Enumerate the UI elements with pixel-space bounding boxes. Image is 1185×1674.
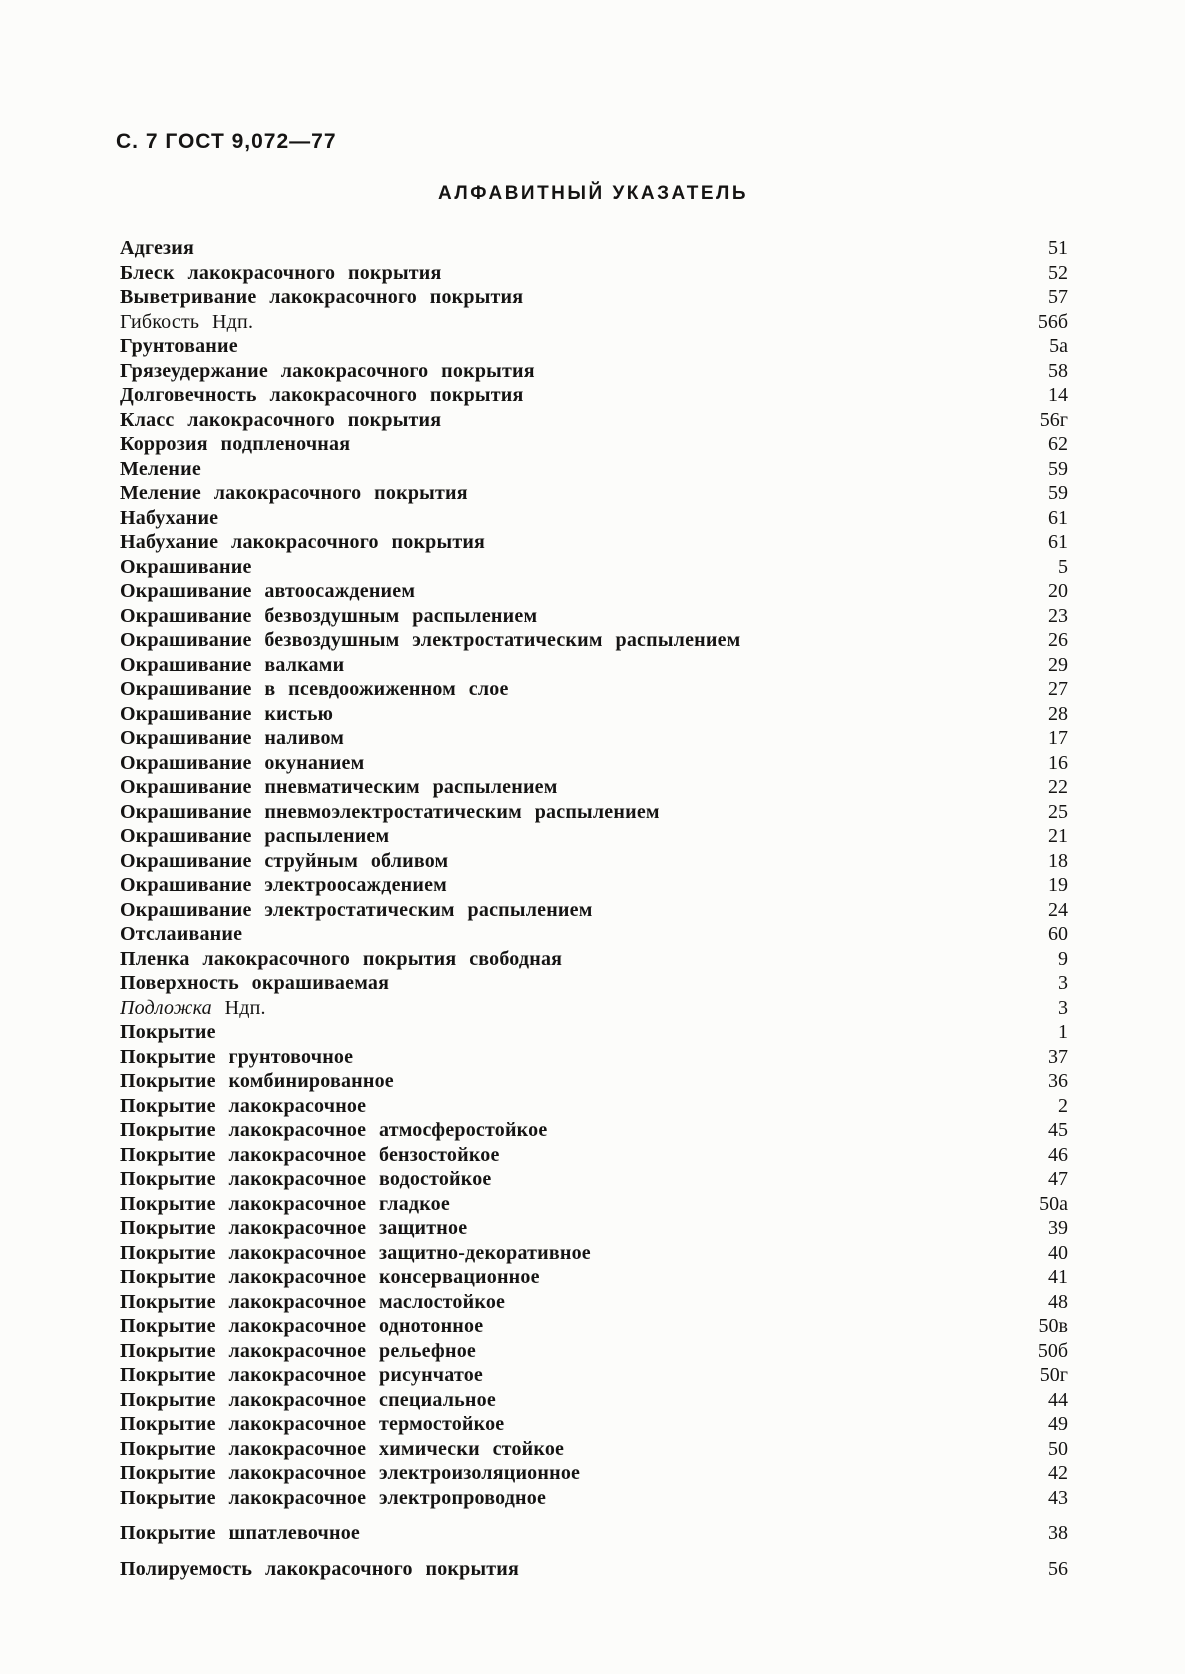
index-entry	[120, 530, 1068, 555]
index-ref-number: 18	[1048, 849, 1068, 872]
index-term: Пленка лакокрасочного покрытия свободная	[120, 947, 563, 970]
index-entry	[120, 1069, 1068, 1094]
index-term: Набухание лакокрасочного покрытия	[120, 531, 486, 553]
index-entry	[120, 1265, 1068, 1290]
index-term: Окрашивание распылением	[120, 825, 390, 847]
index-entry	[120, 1045, 1068, 1070]
index-entry	[120, 1557, 1068, 1582]
index-term: Окрашивание безвоздушным электростатическим распылением	[120, 629, 741, 651]
index-entry	[120, 261, 1068, 286]
index-ref-number: 59	[1048, 482, 1068, 504]
index-ref-number: 5а	[1049, 335, 1068, 357]
index-entry	[120, 775, 1068, 800]
index-term: Окрашивание наливом	[120, 727, 345, 749]
index-entry	[120, 996, 1068, 1021]
index-term: Выветривание лакокрасочного покрытия	[120, 286, 524, 308]
index-ref-number: 36	[1048, 1070, 1068, 1092]
index-entry	[120, 1216, 1068, 1241]
index-term: Долговечность лакокрасочного покрытия	[120, 384, 524, 406]
index-term: Покрытие грунтовочное	[120, 1045, 354, 1068]
index-term: Покрытие лакокрасочное химически стойкое	[120, 1437, 565, 1460]
index-entry	[120, 726, 1068, 751]
index-term: Окрашивание пневмоэлектростатическим распылением	[120, 800, 660, 823]
index-ref-number: 56	[1048, 1557, 1068, 1580]
index-ref-number: 2	[1058, 1094, 1068, 1117]
index-entry	[120, 506, 1068, 531]
index-ref-number: 9	[1058, 947, 1068, 970]
index-term: Покрытие лакокрасочное водостойкое	[120, 1168, 492, 1190]
index-ref-number: 3	[1058, 972, 1068, 994]
index-entry	[120, 1020, 1068, 1045]
index-term: Окрашивание безвоздушным распылением	[120, 604, 538, 627]
index-entry	[120, 1363, 1068, 1388]
index-ref-number: 28	[1048, 702, 1068, 725]
index-term: Покрытие шпатлевочное	[120, 1522, 360, 1544]
index-ref-number: 24	[1048, 898, 1068, 921]
index-ref-number: 50а	[1039, 1192, 1068, 1215]
index-term: Окрашивание	[120, 555, 252, 578]
index-term	[120, 996, 996, 1021]
index-term: Полируемость лакокрасочного покрытия	[120, 1557, 520, 1580]
index-term: Меление лакокрасочного покрытия	[120, 482, 468, 504]
index-ref-number: 61	[1048, 531, 1068, 553]
index-entry	[120, 702, 1068, 727]
index-ref-number: 47	[1048, 1168, 1068, 1190]
index-term: Блеск лакокрасочного покрытия	[120, 261, 442, 284]
page-title: АЛФАВИТНЫЙ УКАЗАТЕЛЬ	[437, 183, 749, 204]
index-ref-number: 16	[1048, 751, 1068, 774]
index-entry	[120, 751, 1068, 776]
index-entry	[120, 383, 1068, 408]
index-term: Набухание	[120, 506, 219, 529]
index-entry	[120, 310, 1068, 335]
index-ref-number: 50	[1048, 1437, 1068, 1460]
index-term: Адгезия	[120, 237, 195, 259]
index-ref-number: 37	[1048, 1045, 1068, 1068]
index-term: Покрытие лакокрасочное защитно-декоративное	[120, 1241, 591, 1264]
index-entry	[120, 947, 1068, 972]
index-term: Гибкость Ндп.	[120, 310, 254, 333]
page-header: С. 7 ГОСТ 9,072—77	[116, 130, 337, 153]
index-term: Окрашивание валками	[120, 653, 345, 676]
index-term: Покрытие лакокрасочное рельефное	[120, 1339, 476, 1362]
index-ref-number: 25	[1048, 800, 1068, 823]
index-term: Окрашивание окунанием	[120, 751, 365, 774]
index-term: Покрытие лакокрасочное термостойкое	[120, 1413, 505, 1435]
index-ref-number: 42	[1048, 1462, 1068, 1484]
index-ref-number: 41	[1048, 1266, 1068, 1288]
index-term: Покрытие лакокрасочное атмосферостойкое	[120, 1119, 548, 1141]
index-entry	[120, 824, 1068, 849]
index-entry	[120, 408, 1068, 433]
index-term: Покрытие лакокрасочное рисунчатое	[120, 1364, 483, 1386]
index-entry	[120, 1461, 1068, 1486]
index-entry	[120, 971, 1068, 996]
index-entry	[120, 1437, 1068, 1462]
index-ref-number: 27	[1048, 678, 1068, 700]
index-ref-number: 40	[1048, 1241, 1068, 1264]
index-term: Покрытие лакокрасочное электропроводное	[120, 1486, 547, 1509]
index-term: Покрытие лакокрасочное	[120, 1094, 367, 1117]
index-entry	[120, 1290, 1068, 1315]
index-ref-number: 29	[1048, 653, 1068, 676]
index-entry	[120, 285, 1068, 310]
index-ref-number: 38	[1048, 1522, 1068, 1544]
index-entry	[120, 334, 1068, 359]
index-term: Окрашивание пневматическим распылением	[120, 776, 558, 798]
index-term: Покрытие	[120, 1021, 216, 1043]
index-entry	[120, 1388, 1068, 1413]
index-term: Поверхность окрашиваемая	[120, 972, 390, 994]
index-ref-number: 60	[1048, 923, 1068, 945]
index-ref-number: 14	[1048, 384, 1068, 406]
index-entry	[120, 873, 1068, 898]
index-ref-number: 43	[1048, 1486, 1068, 1509]
index-ref-number: 50б	[1037, 1339, 1068, 1362]
index-ref-number: 17	[1048, 727, 1068, 749]
index-ref-number: 1	[1058, 1021, 1068, 1043]
index-ref-number: 3	[1058, 996, 1068, 1019]
index-ref-number: 59	[1048, 457, 1068, 480]
index-ref-number: 61	[1048, 506, 1068, 529]
index-term: Покрытие лакокрасочное защитное	[120, 1217, 468, 1239]
index-term: Покрытие лакокрасочное специальное	[120, 1388, 496, 1411]
index-entry	[120, 653, 1068, 678]
index-ref-number: 48	[1048, 1290, 1068, 1313]
index-ref-number: 26	[1048, 629, 1068, 651]
index-term: Окрашивание кистью	[120, 702, 334, 725]
index-entry	[120, 579, 1068, 604]
index-term: Покрытие лакокрасочное электроизоляционное	[120, 1462, 581, 1484]
index-term-rest: Ндп.	[211, 996, 266, 1019]
index-term: Меление	[120, 457, 201, 480]
index-ref-number: 49	[1048, 1413, 1068, 1435]
index-ref-number: 23	[1048, 604, 1068, 627]
index-term: Покрытие лакокрасочное маслостойкое	[120, 1290, 506, 1313]
index-entry	[120, 481, 1068, 506]
index-entry	[120, 1192, 1068, 1217]
index-term: Окрашивание струйным обливом	[120, 849, 449, 872]
index-entry	[120, 628, 1068, 653]
index-term: Окрашивание электроосаждением	[120, 874, 447, 896]
index-entry	[120, 604, 1068, 629]
index-term: Грунтование	[120, 335, 238, 357]
index-ref-number: 45	[1048, 1119, 1068, 1141]
index-ref-number: 44	[1048, 1388, 1068, 1411]
index-term: Покрытие комбинированное	[120, 1070, 394, 1092]
index-term: Покрытие лакокрасочное консервационное	[120, 1266, 540, 1288]
index-entry	[120, 800, 1068, 825]
index-term: Коррозия подпленочная	[120, 433, 351, 455]
index-entry	[120, 1486, 1068, 1511]
index-ref-number: 5	[1058, 555, 1068, 578]
index-term: Класс лакокрасочного покрытия	[120, 408, 442, 431]
index-entry	[120, 1118, 1068, 1143]
index-ref-number: 50г	[1039, 1364, 1068, 1386]
index-entry	[120, 1167, 1068, 1192]
index-entry	[120, 677, 1068, 702]
index-ref-number: 52	[1048, 261, 1068, 284]
index-entry	[120, 1412, 1068, 1437]
index-ref-number: 20	[1048, 580, 1068, 602]
index-ref-number: 50в	[1038, 1315, 1068, 1337]
index-entry	[120, 898, 1068, 923]
index-entry	[120, 1339, 1068, 1364]
index-ref-number: 39	[1048, 1217, 1068, 1239]
index-ref-number: 57	[1048, 286, 1068, 308]
index-term: Окрашивание автоосаждением	[120, 580, 416, 602]
index-ref-number: 56г	[1039, 408, 1068, 431]
index-entry	[120, 922, 1068, 947]
index-term: Окрашивание в псевдоожиженном слое	[120, 678, 509, 700]
index-entry	[120, 1314, 1068, 1339]
index-term: Грязеудержание лакокрасочного покрытия	[120, 359, 535, 382]
index-ref-number: 56б	[1037, 310, 1068, 333]
index-entry	[120, 1143, 1068, 1168]
index-ref-number: 19	[1048, 874, 1068, 896]
index-entry	[120, 432, 1068, 457]
index-term-italic: Подложка	[120, 996, 212, 1019]
index-entry	[120, 555, 1068, 580]
index-ref-number: 51	[1048, 237, 1068, 259]
index-ref-number: 46	[1048, 1143, 1068, 1166]
index-term: Покрытие лакокрасочное бензостойкое	[120, 1143, 500, 1166]
index-term: Окрашивание электростатическим распылением	[120, 898, 593, 921]
index-entry	[120, 1241, 1068, 1266]
index-ref-number: 22	[1048, 776, 1068, 798]
index-entry	[120, 1521, 1068, 1546]
alphabetical-index	[120, 236, 1068, 1581]
index-ref-number: 62	[1048, 433, 1068, 455]
index-term: Покрытие лакокрасочное гладкое	[120, 1192, 450, 1215]
index-entry	[120, 236, 1068, 261]
index-term: Покрытие лакокрасочное однотонное	[120, 1315, 484, 1337]
index-term: Отслаивание	[120, 923, 243, 945]
index-entry	[120, 457, 1068, 482]
index-ref-number: 58	[1048, 359, 1068, 382]
index-entry	[120, 1094, 1068, 1119]
index-entry	[120, 849, 1068, 874]
index-ref-number: 21	[1048, 825, 1068, 847]
index-entry	[120, 359, 1068, 384]
